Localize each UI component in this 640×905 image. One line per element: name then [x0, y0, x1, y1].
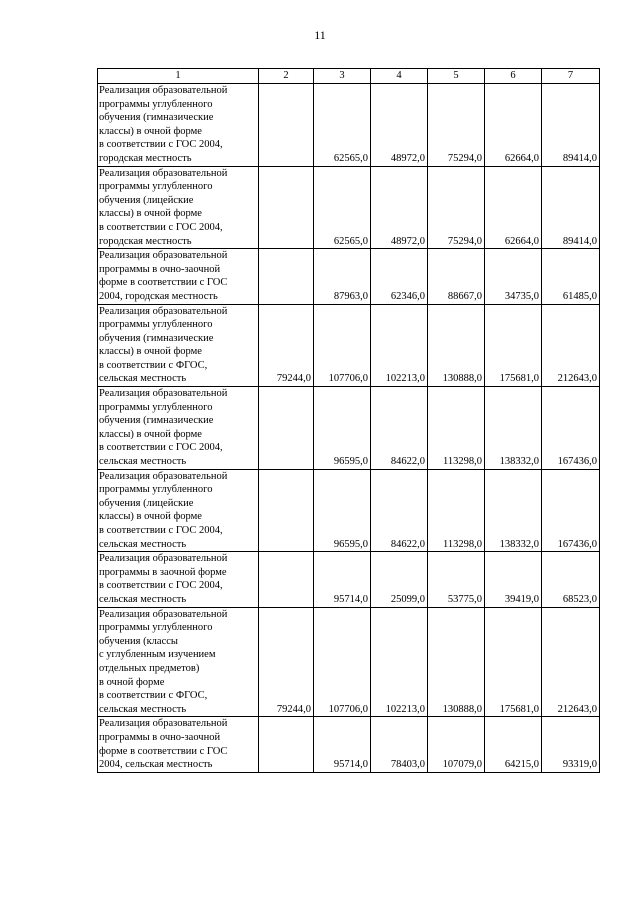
value-cell [259, 552, 314, 607]
value-cell: 62664,0 [485, 84, 542, 167]
value-cell: 75294,0 [428, 166, 485, 249]
value-cell [259, 387, 314, 470]
table-row [98, 249, 600, 304]
value-cell [259, 469, 314, 552]
value-cell: 212643,0 [542, 607, 600, 717]
value-cell: 75294,0 [428, 84, 485, 167]
value-cell: 167436,0 [542, 469, 600, 552]
value-cell [259, 249, 314, 304]
column-header: 5 [428, 69, 485, 84]
value-cell: 96595,0 [314, 469, 371, 552]
value-cell: 48972,0 [371, 166, 428, 249]
value-cell: 167436,0 [542, 387, 600, 470]
value-cell: 68523,0 [542, 552, 600, 607]
value-cell: 93319,0 [542, 717, 600, 772]
value-cell: 130888,0 [428, 304, 485, 387]
value-cell [259, 717, 314, 772]
value-cell: 212643,0 [542, 304, 600, 387]
column-header: 7 [542, 69, 600, 84]
value-cell: 25099,0 [371, 552, 428, 607]
value-cell: 84622,0 [371, 387, 428, 470]
value-cell: 96595,0 [314, 387, 371, 470]
table-row [98, 607, 600, 717]
value-cell: 64215,0 [485, 717, 542, 772]
value-cell: 79244,0 [259, 304, 314, 387]
table-row [98, 304, 600, 387]
row-description: Реализация образовательной программы в очно-заочной форме в соответствии с ГОС 2004, сельская местность [98, 717, 259, 772]
value-cell: 102213,0 [371, 607, 428, 717]
value-cell: 62565,0 [314, 84, 371, 167]
value-cell: 48972,0 [371, 84, 428, 167]
table-row [98, 84, 600, 167]
column-header: 2 [259, 69, 314, 84]
row-description: Реализация образовательной программы углубленного обучения (лицейские классы) в очной форме в соответствии с ГОС 2004, сельская местность [98, 469, 259, 552]
value-cell [259, 166, 314, 249]
value-cell: 138332,0 [485, 387, 542, 470]
table-row [98, 552, 600, 607]
table-row [98, 717, 600, 772]
value-cell: 34735,0 [485, 249, 542, 304]
row-description: Реализация образовательной программы в очно-заочной форме в соответствии с ГОС 2004, городская местность [98, 249, 259, 304]
row-description: Реализация образовательной программы углубленного обучения (гимназические классы) в очной форме в соответствии с ГОС 2004, сельская местность [98, 387, 259, 470]
row-description: Реализация образовательной программы углубленного обучения (лицейские классы) в очной форме в соответствии с ГОС 2004, городская местность [98, 166, 259, 249]
value-cell: 79244,0 [259, 607, 314, 717]
table-row [98, 387, 600, 470]
row-description: Реализация образовательной программы углубленного обучения (гимназические классы) в очной форме в соответствии с ФГОС, сельская местность [98, 304, 259, 387]
row-description: Реализация образовательной программы углубленного обучения (классы с углубленным изучением отдельных предметов) в очной форме в соответствии с ФГОС, сельская местность [98, 607, 259, 717]
value-cell: 113298,0 [428, 469, 485, 552]
value-cell: 130888,0 [428, 607, 485, 717]
table-row [98, 469, 600, 552]
value-cell: 62664,0 [485, 166, 542, 249]
column-header: 4 [371, 69, 428, 84]
value-cell: 113298,0 [428, 387, 485, 470]
header-row [98, 69, 600, 84]
table-row [98, 166, 600, 249]
value-cell: 95714,0 [314, 552, 371, 607]
value-cell: 78403,0 [371, 717, 428, 772]
page-number: 11 [314, 28, 326, 42]
value-cell: 175681,0 [485, 304, 542, 387]
value-cell: 39419,0 [485, 552, 542, 607]
value-cell: 53775,0 [428, 552, 485, 607]
value-cell: 95714,0 [314, 717, 371, 772]
row-description: Реализация образовательной программы в заочной форме в соответствии с ГОС 2004, сельская местность [98, 552, 259, 607]
value-cell: 88667,0 [428, 249, 485, 304]
value-cell: 107706,0 [314, 304, 371, 387]
value-cell: 61485,0 [542, 249, 600, 304]
value-cell: 107706,0 [314, 607, 371, 717]
value-cell: 62565,0 [314, 166, 371, 249]
column-header: 3 [314, 69, 371, 84]
value-cell [259, 84, 314, 167]
value-cell: 175681,0 [485, 607, 542, 717]
value-cell: 138332,0 [485, 469, 542, 552]
value-cell: 89414,0 [542, 84, 600, 167]
column-header: 1 [98, 69, 259, 84]
value-cell: 87963,0 [314, 249, 371, 304]
row-description: Реализация образовательной программы углубленного обучения (гимназические классы) в очной форме в соответствии с ГОС 2004, городская местность [98, 84, 259, 167]
value-cell: 89414,0 [542, 166, 600, 249]
tariff-table [97, 68, 600, 773]
value-cell: 62346,0 [371, 249, 428, 304]
value-cell: 84622,0 [371, 469, 428, 552]
value-cell: 102213,0 [371, 304, 428, 387]
value-cell: 107079,0 [428, 717, 485, 772]
column-header: 6 [485, 69, 542, 84]
